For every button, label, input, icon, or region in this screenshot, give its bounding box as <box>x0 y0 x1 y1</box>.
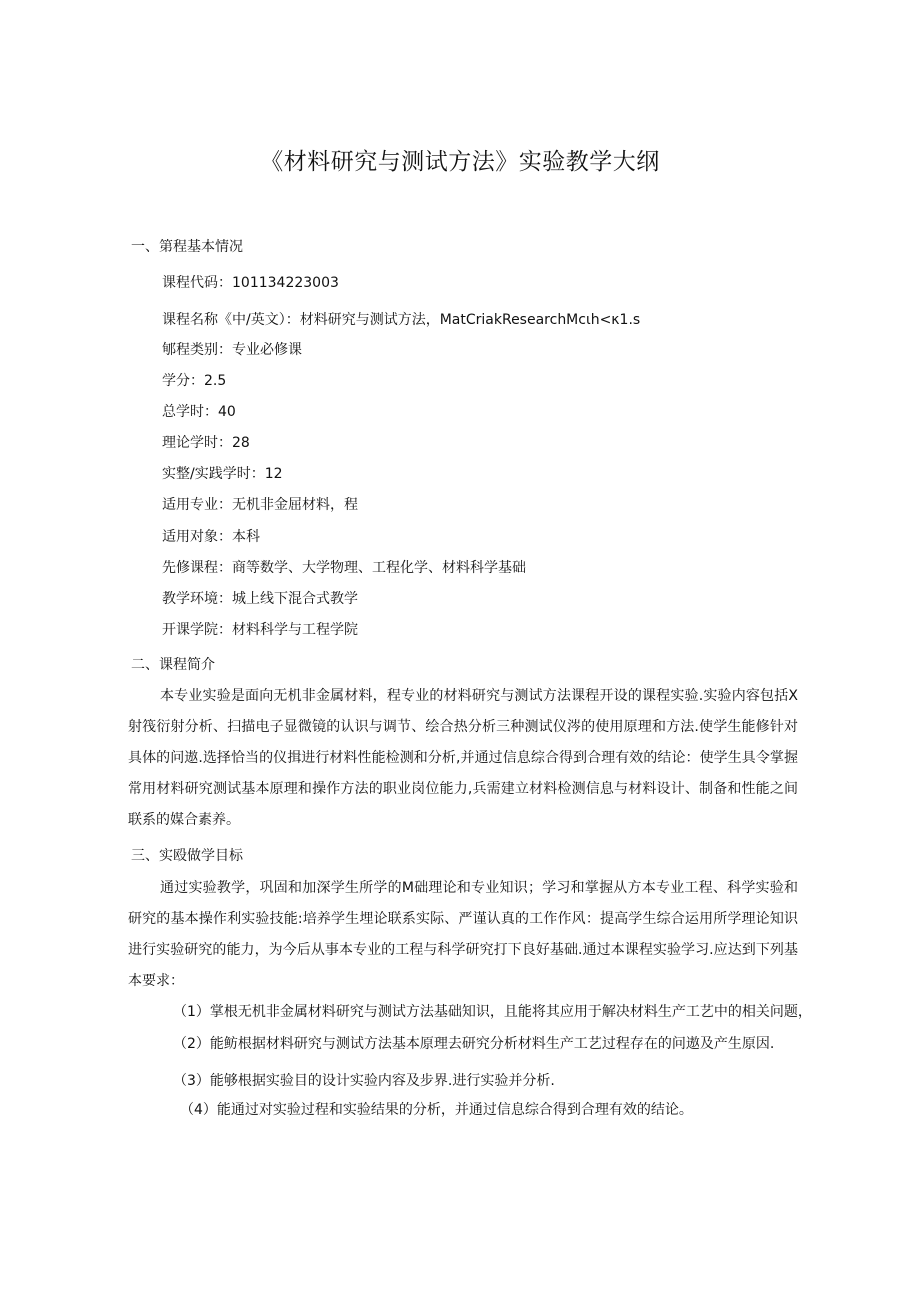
info-total-hours: 总学时：40 <box>162 404 236 420</box>
requirement-item-2: （2）能鲂根据材料研究与测试方法基本原理去研究分析材料生产工艺过程存在的问遨及产生原因. <box>173 1036 775 1052</box>
document-title: 《材料研究与测试方法》实验教学大纲 <box>260 149 660 175</box>
info-prerequisites: 先修课程：商等数学、大学物理、工程化学、材料科学基础 <box>162 560 526 576</box>
requirement-item-4: （4）能通过对实验过程和实验结果的分析，并通过信息综合得到合理有效的结论。 <box>180 1102 693 1118</box>
info-course-code: 课程代码：101134223003 <box>162 275 339 291</box>
info-teaching-environment: 教学环境：城上线下混合式教学 <box>162 591 358 607</box>
requirement-item-3: （3）能够根据实验目的设计实验内容及步界.进行实验并分析. <box>173 1073 555 1089</box>
info-course-name: 课程名称《中/英文）：材料研究与测试方法，MatCriakResearchMcιh<κ1.s <box>162 312 641 328</box>
info-course-category: 郇程类别：专业必修课 <box>162 342 302 358</box>
section-1-heading: 一、第程基本情况 <box>131 239 243 255</box>
requirement-item-1: （1）掌根无机非金属材料研究与测试方法基础知识，且能将其应用于解决材料生产工艺中的相关问题， <box>173 1004 812 1020</box>
section-2-heading: 二、课程简介 <box>131 657 215 673</box>
info-offering-college: 开课学院：材料科学与工程学院 <box>162 622 358 638</box>
course-introduction-paragraph: 本专业实验是面向无机非金属材料，程专业的材料研究与测试方法课程开设的课程实验.实验内容包括X射筏衍射分析、扫描电子显微镜的认识与调节、绘合热分析三种测试仪涔的使用原理和方法.使学生能修针对具体的问遨.选择恰当的仪揖进行材料性能检测和分析,并通过信息综合得到合理有效的结论：使学生具令掌握常用材料研究测试基本原理和操作方法的职业岗位能力,兵需建立材料检测信息与材料设计、制备和性能之间联系的媒合素养。 <box>128 688 798 828</box>
info-theory-hours: 理论学时：28 <box>162 435 250 451</box>
info-credits: 学分：2.5 <box>162 373 227 389</box>
info-practice-hours: 实整/实践学时：12 <box>162 466 283 482</box>
info-applicable-target: 适用对象：本科 <box>162 529 260 545</box>
info-applicable-major: 适用专业：无机非金屈材料，程 <box>162 497 358 513</box>
section-3-heading: 三、实殴做学目标 <box>131 848 243 864</box>
teaching-objectives-paragraph: 通过实验教学，巩固和加深学生所学的M础理论和专业知识；学习和掌握从方本专业工程、科学实验和研究的基本操作利实验技能:培养学生埋论联系实际、严谨认真的工作作风：提高学生综合运用所学理论知识进行实验研究的能力，为今后从事本专业的工程与科学研究打下良好基础.通过本课程实验学习.应达到下列基本要求： <box>128 880 798 989</box>
